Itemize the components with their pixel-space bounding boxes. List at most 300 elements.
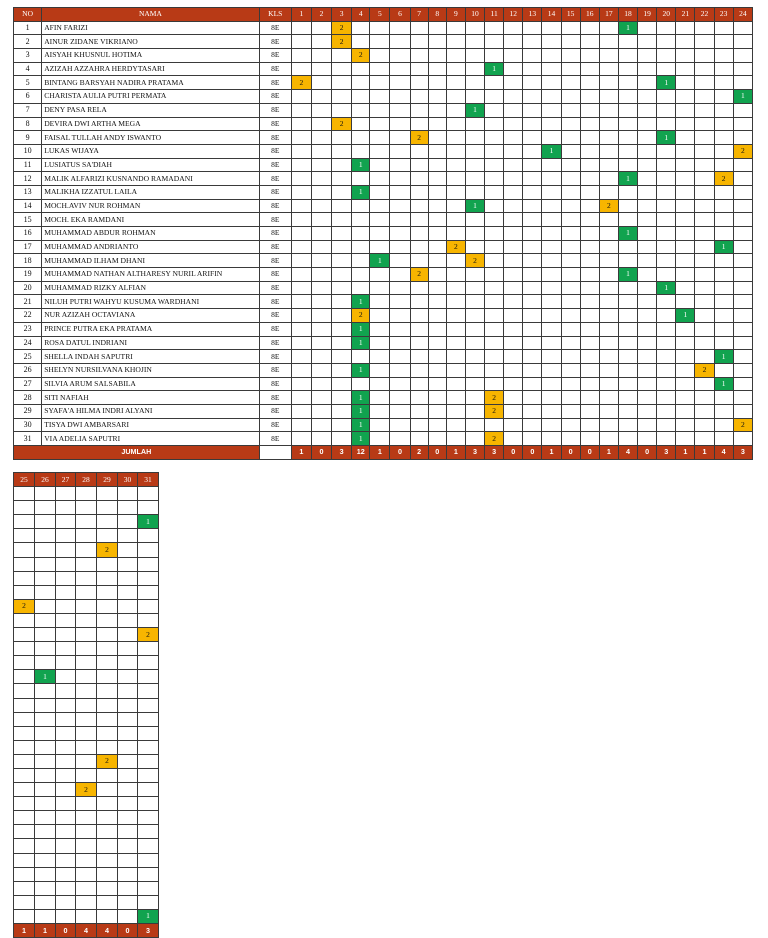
day-cell xyxy=(56,529,76,543)
day-cell xyxy=(56,642,76,656)
header-day: 29 xyxy=(97,473,118,487)
header-day: 8 xyxy=(428,8,446,22)
student-name: DENY PASA RELA xyxy=(42,103,259,117)
day-cell xyxy=(76,754,97,768)
table-row xyxy=(14,726,159,740)
day-cell xyxy=(332,336,352,350)
table-row xyxy=(14,227,753,241)
day-cell xyxy=(428,404,446,418)
day-cell xyxy=(446,350,465,364)
day-cell xyxy=(599,391,618,405)
day-cell xyxy=(561,103,580,117)
day-cell xyxy=(35,599,56,613)
day-cell xyxy=(657,62,676,76)
day-cell xyxy=(676,295,695,309)
student-no: 3 xyxy=(14,49,42,63)
day-cell xyxy=(76,628,97,642)
day-cell xyxy=(370,350,390,364)
day-cell xyxy=(504,49,523,63)
day-cell xyxy=(733,172,752,186)
day-cell xyxy=(56,768,76,782)
day-total: 1 xyxy=(599,446,618,460)
table-row xyxy=(14,336,753,350)
day-cell xyxy=(76,909,97,923)
attendance-mark: 1 xyxy=(657,131,676,145)
day-cell xyxy=(733,363,752,377)
day-cell xyxy=(332,240,352,254)
day-cell xyxy=(35,783,56,797)
day-cell xyxy=(676,418,695,432)
day-cell xyxy=(291,49,311,63)
day-cell xyxy=(523,62,542,76)
day-cell xyxy=(35,768,56,782)
day-cell xyxy=(311,131,331,145)
day-cell xyxy=(370,377,390,391)
day-cell xyxy=(504,322,523,336)
day-cell xyxy=(428,295,446,309)
student-no: 22 xyxy=(14,309,42,323)
attendance-mark: 2 xyxy=(332,21,352,35)
student-kls: 8E xyxy=(259,391,291,405)
day-cell xyxy=(638,240,657,254)
day-cell xyxy=(97,839,118,853)
day-cell xyxy=(695,103,714,117)
day-cell xyxy=(14,783,35,797)
day-cell xyxy=(561,90,580,104)
day-cell xyxy=(138,571,159,585)
day-cell xyxy=(35,853,56,867)
attendance-mark: 1 xyxy=(485,62,504,76)
day-cell xyxy=(714,432,733,446)
student-kls: 8E xyxy=(259,185,291,199)
day-cell xyxy=(410,172,428,186)
table-row xyxy=(14,825,159,839)
day-cell xyxy=(332,158,352,172)
day-cell xyxy=(714,336,733,350)
day-cell xyxy=(332,172,352,186)
day-cell xyxy=(14,698,35,712)
day-cell xyxy=(410,49,428,63)
day-cell xyxy=(676,240,695,254)
day-cell xyxy=(97,529,118,543)
day-cell xyxy=(138,839,159,853)
day-cell xyxy=(56,895,76,909)
student-no: 20 xyxy=(14,281,42,295)
student-no: 31 xyxy=(14,432,42,446)
day-cell xyxy=(561,213,580,227)
student-no: 23 xyxy=(14,322,42,336)
day-cell xyxy=(580,131,599,145)
table-row xyxy=(14,281,753,295)
day-cell xyxy=(485,295,504,309)
day-cell xyxy=(370,322,390,336)
day-total: 0 xyxy=(118,924,138,938)
attendance-mark: 1 xyxy=(352,158,370,172)
day-cell xyxy=(35,501,56,515)
day-cell xyxy=(676,268,695,282)
day-cell xyxy=(311,281,331,295)
day-cell xyxy=(638,49,657,63)
table-row xyxy=(14,642,159,656)
day-cell xyxy=(291,309,311,323)
day-cell xyxy=(542,322,561,336)
day-cell xyxy=(580,90,599,104)
day-cell xyxy=(446,185,465,199)
student-name: MOCH. EKA RAMDANI xyxy=(42,213,259,227)
header-day: 30 xyxy=(118,473,138,487)
day-cell xyxy=(118,839,138,853)
day-cell xyxy=(561,363,580,377)
day-cell xyxy=(446,158,465,172)
day-total: 0 xyxy=(428,446,446,460)
day-cell xyxy=(485,90,504,104)
day-cell xyxy=(618,199,637,213)
day-cell xyxy=(332,254,352,268)
day-cell xyxy=(561,144,580,158)
day-cell xyxy=(428,90,446,104)
day-cell xyxy=(676,432,695,446)
table-row xyxy=(14,418,753,432)
day-cell xyxy=(291,21,311,35)
day-cell xyxy=(311,90,331,104)
day-cell xyxy=(76,797,97,811)
day-cell xyxy=(733,185,752,199)
day-cell xyxy=(76,571,97,585)
table-row xyxy=(14,268,753,282)
table-row xyxy=(14,199,753,213)
student-kls: 8E xyxy=(259,35,291,49)
day-cell xyxy=(485,309,504,323)
day-cell xyxy=(504,185,523,199)
day-cell xyxy=(76,726,97,740)
day-cell xyxy=(118,515,138,529)
day-cell xyxy=(97,613,118,627)
day-cell xyxy=(370,281,390,295)
table-row xyxy=(14,158,753,172)
day-cell xyxy=(291,336,311,350)
day-cell xyxy=(599,377,618,391)
day-cell xyxy=(352,21,370,35)
student-name: SHELYN NURSILVANA KHOJIN xyxy=(42,363,259,377)
day-cell xyxy=(542,391,561,405)
day-cell xyxy=(352,117,370,131)
table-row xyxy=(14,867,159,881)
day-cell xyxy=(446,322,465,336)
day-total: 3 xyxy=(465,446,484,460)
day-cell xyxy=(14,543,35,557)
day-cell xyxy=(56,825,76,839)
day-cell xyxy=(446,281,465,295)
student-no: 8 xyxy=(14,117,42,131)
student-name: SITI NAFIAH xyxy=(42,391,259,405)
student-name: MUHAMMAD ILHAM DHANI xyxy=(42,254,259,268)
day-cell xyxy=(311,185,331,199)
day-cell xyxy=(118,656,138,670)
day-cell xyxy=(542,35,561,49)
day-cell xyxy=(332,295,352,309)
student-name: MUHAMMAD NATHAN ALTHARESY NURIL ARIFIN xyxy=(42,268,259,282)
day-cell xyxy=(542,350,561,364)
day-cell xyxy=(291,227,311,241)
day-cell xyxy=(561,268,580,282)
student-no: 9 xyxy=(14,131,42,145)
day-cell xyxy=(465,377,484,391)
day-cell xyxy=(352,35,370,49)
day-cell xyxy=(56,909,76,923)
day-cell xyxy=(14,628,35,642)
table-row xyxy=(14,487,159,501)
day-cell xyxy=(657,404,676,418)
day-cell xyxy=(714,144,733,158)
day-cell xyxy=(599,322,618,336)
day-cell xyxy=(446,254,465,268)
student-no: 10 xyxy=(14,144,42,158)
day-cell xyxy=(485,213,504,227)
student-kls: 8E xyxy=(259,49,291,63)
attendance-mark: 1 xyxy=(714,350,733,364)
day-cell xyxy=(599,418,618,432)
day-cell xyxy=(76,867,97,881)
day-cell xyxy=(428,131,446,145)
attendance-mark: 2 xyxy=(138,628,159,642)
day-cell xyxy=(638,336,657,350)
day-cell xyxy=(97,740,118,754)
day-cell xyxy=(291,62,311,76)
day-cell xyxy=(118,543,138,557)
header-day: 20 xyxy=(657,8,676,22)
table-row xyxy=(14,909,159,923)
day-cell xyxy=(504,336,523,350)
attendance-mark: 1 xyxy=(714,377,733,391)
day-cell xyxy=(370,295,390,309)
attendance-mark: 1 xyxy=(657,281,676,295)
day-cell xyxy=(561,185,580,199)
day-cell xyxy=(676,363,695,377)
day-cell xyxy=(97,684,118,698)
day-cell xyxy=(14,585,35,599)
day-cell xyxy=(56,628,76,642)
day-cell xyxy=(580,322,599,336)
day-cell xyxy=(332,49,352,63)
day-cell xyxy=(542,309,561,323)
day-cell xyxy=(352,240,370,254)
attendance-mark: 1 xyxy=(352,322,370,336)
day-cell xyxy=(311,268,331,282)
day-cell xyxy=(542,227,561,241)
day-cell xyxy=(352,377,370,391)
day-cell xyxy=(390,404,410,418)
day-cell xyxy=(390,90,410,104)
day-cell xyxy=(657,103,676,117)
day-cell xyxy=(390,172,410,186)
attendance-mark: 1 xyxy=(733,90,752,104)
day-cell xyxy=(35,881,56,895)
day-total: 0 xyxy=(580,446,599,460)
day-cell xyxy=(138,712,159,726)
day-cell xyxy=(76,557,97,571)
day-cell xyxy=(138,754,159,768)
student-no: 15 xyxy=(14,213,42,227)
day-cell xyxy=(352,254,370,268)
day-cell xyxy=(504,144,523,158)
day-cell xyxy=(695,21,714,35)
day-cell xyxy=(542,336,561,350)
attendance-mark: 2 xyxy=(465,254,484,268)
header-no: NO xyxy=(14,8,42,22)
day-cell xyxy=(676,213,695,227)
day-cell xyxy=(714,35,733,49)
day-cell xyxy=(657,227,676,241)
day-cell xyxy=(638,62,657,76)
day-cell xyxy=(523,418,542,432)
day-cell xyxy=(56,867,76,881)
table-row xyxy=(14,213,753,227)
table-row xyxy=(14,350,753,364)
day-cell xyxy=(428,227,446,241)
day-cell xyxy=(35,740,56,754)
student-no: 28 xyxy=(14,391,42,405)
day-cell xyxy=(14,571,35,585)
day-cell xyxy=(561,49,580,63)
day-cell xyxy=(332,103,352,117)
day-cell xyxy=(618,281,637,295)
day-cell xyxy=(428,350,446,364)
day-cell xyxy=(676,35,695,49)
day-cell xyxy=(56,881,76,895)
day-cell xyxy=(523,391,542,405)
table-row xyxy=(14,543,159,557)
attendance-mark: 1 xyxy=(657,76,676,90)
day-total: 2 xyxy=(410,446,428,460)
day-cell xyxy=(332,363,352,377)
day-cell xyxy=(332,62,352,76)
day-cell xyxy=(714,309,733,323)
header-day: 17 xyxy=(599,8,618,22)
day-cell xyxy=(561,295,580,309)
day-cell xyxy=(580,404,599,418)
day-cell xyxy=(714,363,733,377)
student-kls: 8E xyxy=(259,363,291,377)
attendance-mark: 2 xyxy=(446,240,465,254)
table-row xyxy=(14,172,753,186)
day-cell xyxy=(35,909,56,923)
day-cell xyxy=(485,131,504,145)
student-name: MALIKHA IZZATUL LAILA xyxy=(42,185,259,199)
day-cell xyxy=(446,172,465,186)
day-cell xyxy=(599,62,618,76)
day-cell xyxy=(311,295,331,309)
student-no: 26 xyxy=(14,363,42,377)
day-cell xyxy=(311,117,331,131)
day-cell xyxy=(638,295,657,309)
day-cell xyxy=(370,185,390,199)
day-cell xyxy=(695,240,714,254)
header-day: 21 xyxy=(676,8,695,22)
day-cell xyxy=(332,90,352,104)
day-cell xyxy=(695,158,714,172)
day-cell xyxy=(504,172,523,186)
day-cell xyxy=(428,49,446,63)
day-cell xyxy=(695,172,714,186)
day-cell xyxy=(657,391,676,405)
header-day: 18 xyxy=(618,8,637,22)
day-cell xyxy=(390,432,410,446)
day-cell xyxy=(390,254,410,268)
day-cell xyxy=(370,49,390,63)
day-cell xyxy=(657,350,676,364)
day-cell xyxy=(14,684,35,698)
day-cell xyxy=(352,131,370,145)
day-cell xyxy=(714,227,733,241)
table-row xyxy=(14,117,753,131)
day-cell xyxy=(97,867,118,881)
day-cell xyxy=(695,62,714,76)
day-cell xyxy=(97,557,118,571)
day-cell xyxy=(638,76,657,90)
table-row xyxy=(14,740,159,754)
day-cell xyxy=(352,62,370,76)
day-cell xyxy=(291,404,311,418)
day-cell xyxy=(733,21,752,35)
day-cell xyxy=(580,377,599,391)
day-cell xyxy=(733,336,752,350)
day-cell xyxy=(14,768,35,782)
day-cell xyxy=(733,199,752,213)
day-total: 1 xyxy=(676,446,695,460)
table-row xyxy=(14,656,159,670)
day-cell xyxy=(657,90,676,104)
day-cell xyxy=(311,363,331,377)
day-cell xyxy=(523,90,542,104)
attendance-mark: 2 xyxy=(485,391,504,405)
day-cell xyxy=(638,144,657,158)
day-cell xyxy=(618,309,637,323)
day-cell xyxy=(56,613,76,627)
day-cell xyxy=(291,254,311,268)
table-row xyxy=(14,529,159,543)
attendance-mark: 1 xyxy=(138,909,159,923)
day-cell xyxy=(311,418,331,432)
day-cell xyxy=(138,501,159,515)
day-cell xyxy=(618,213,637,227)
header-nama: NAMA xyxy=(42,8,259,22)
day-cell xyxy=(695,227,714,241)
day-cell xyxy=(76,881,97,895)
attendance-mark: 1 xyxy=(352,336,370,350)
day-cell xyxy=(485,350,504,364)
day-cell xyxy=(370,227,390,241)
day-cell xyxy=(332,199,352,213)
day-cell xyxy=(446,103,465,117)
day-cell xyxy=(485,35,504,49)
day-cell xyxy=(138,487,159,501)
day-cell xyxy=(370,131,390,145)
attendance-mark: 1 xyxy=(618,21,637,35)
day-cell xyxy=(599,254,618,268)
day-cell xyxy=(56,585,76,599)
day-cell xyxy=(410,240,428,254)
day-cell xyxy=(370,432,390,446)
day-cell xyxy=(638,103,657,117)
attendance-mark: 1 xyxy=(618,172,637,186)
day-cell xyxy=(561,172,580,186)
header-day: 9 xyxy=(446,8,465,22)
day-total: 0 xyxy=(638,446,657,460)
day-total: 0 xyxy=(311,446,331,460)
day-cell xyxy=(657,322,676,336)
day-cell xyxy=(561,350,580,364)
attendance-mark: 1 xyxy=(618,268,637,282)
